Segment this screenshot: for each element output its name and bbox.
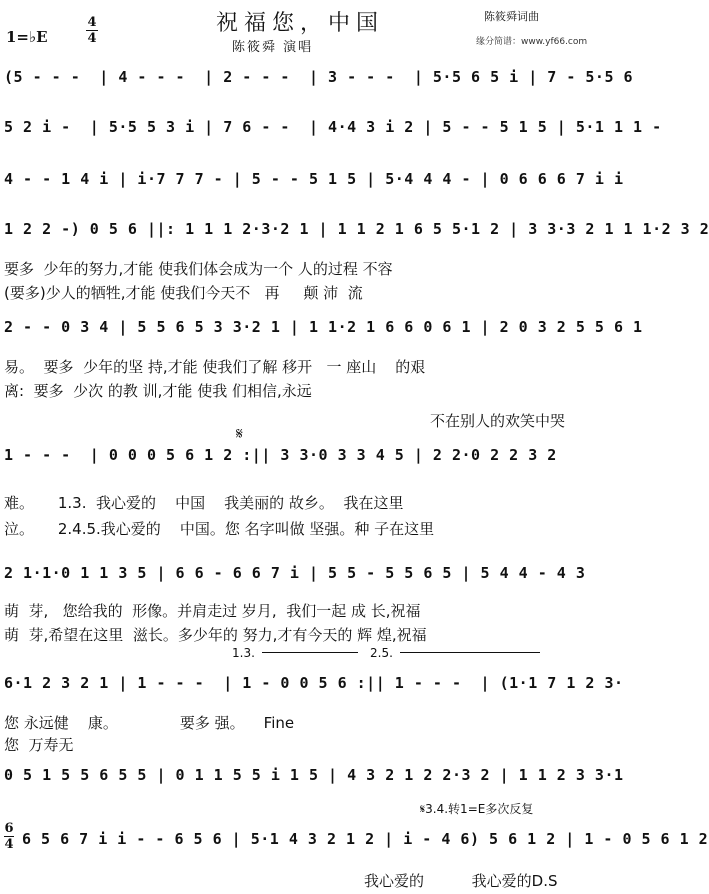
lyric-line: 您 永远健 康。 要多 强。 Fine bbox=[4, 714, 295, 732]
lyric-line: 难。 1.3. 我心爱的 中国 我美丽的 故乡。 我在这里 bbox=[4, 494, 404, 512]
key-signature: 1=♭E bbox=[6, 28, 48, 46]
staff-line-1: (5 - - - | 4 - - - | 2 - - - | 3 - - - | 5·5 6 5 i | 7 - 5·5 6 bbox=[4, 68, 634, 86]
source-credit: 缘分简谱：www.yf66.com bbox=[476, 37, 588, 47]
coda-instruction: 𝄋3.4.转1=E多次反复 bbox=[420, 802, 534, 816]
lyric-line: 离: 要多 少次 的教 训,才能 使我 们相信,永远 bbox=[4, 382, 312, 400]
time-signature bbox=[86, 16, 98, 45]
meter-bottom: 4 bbox=[87, 31, 97, 46]
staff-line-9: 0 5 1 5 5 6 5 5 | 0 1 1 5 5 i 1 5 | 4 3 2 1 2 2·3 2 | 1 1 2 3 3·1 bbox=[4, 766, 624, 784]
staff-line-2: 5 2 i - | 5·5 5 3 i | 7 6 - - | 4·4 3 i 2 | 5 - - 5 1 5 | 5·1 1 1 - bbox=[4, 118, 662, 136]
lyric-line: 泣。 2.4.5.我心爱的 中国。您 名字叫做 坚强。种 子在这里 bbox=[4, 520, 435, 538]
composer-credit: 陈筱舜词曲 bbox=[484, 10, 539, 23]
lyric-line: (要多)少人的牺牲,才能 使我们今天不 再 颠 沛 流 bbox=[4, 284, 363, 302]
staff-line-4: 1 2 2 -) 0 5 6 ||: 1 1 1 2·3·2 1 | 1 1 2 1 6 5 5·1 2 | 3 3·3 2 1 1 1·2 3 2 bbox=[4, 220, 709, 238]
staff-line-7: 2 1·1·0 1 1 3 5 | 6 6 - 6 6 7 i | 5 5 - 5 5 6 5 | 5 4 4 - 4 3 bbox=[4, 564, 586, 582]
staff-line-10: 6 5 6 7 i i - - 6 5 6 | 5·1 4 3 2 1 2 | i - 4 6) 5 6 1 2 | 1 - 0 5 6 1 2 bbox=[22, 830, 709, 848]
segno-icon: 𝄋 bbox=[236, 424, 243, 443]
lyric-line: 萌 芽,希望在这里 滋长。多少年的 努力,才有今天的 辉 煌,祝福 bbox=[4, 626, 427, 644]
staff-line-3: 4 - - 1 4 i | i·7 7 7 - | 5 - - 5 1 5 | 5·4 4 4 - | 0 6 6 6 7 i i bbox=[4, 170, 624, 188]
volta-2: 2.5. bbox=[370, 646, 393, 660]
staff-line-6: 1 - - - | 0 0 0 5 6 1 2 :|| 3 3·0 3 3 4 5 | 2 2·0 2 2 3 2 bbox=[4, 446, 557, 464]
staff-line-8: 6·1 2 3 2 1 | 1 - - - | 1 - 0 0 5 6 :|| 1 - - - | (1·1 7 1 2 3· bbox=[4, 674, 624, 692]
lyric-line: 易。 要多 少年的坚 持,才能 使我们了解 移开 一 座山 的艰 bbox=[4, 358, 426, 376]
lyric-line: 萌 芽, 您给我的 形像。并肩走过 岁月, 我们一起 成 长,祝福 bbox=[4, 602, 421, 620]
meter-top: 4 bbox=[87, 15, 97, 30]
page-title: 祝福您，中国 bbox=[215, 11, 384, 36]
meter-change: 6 4 bbox=[4, 821, 14, 852]
lyric-line: 您 万寿无 bbox=[4, 736, 74, 754]
staff-line-5: 2 - - 0 3 4 | 5 5 6 5 3 3·2 1 | 1 1·2 1 6 6 0 6 1 | 2 0 3 2 5 5 6 1 bbox=[4, 318, 643, 336]
lyric-line: 要多 少年的努力,才能 使我们体会成为一个 人的过程 不容 bbox=[4, 260, 393, 278]
volta-1: 1.3. bbox=[232, 646, 255, 660]
lyric-line: 我心爱的 我心爱的D.S bbox=[364, 872, 558, 890]
lyric-line: 不在别人的欢笑中哭 bbox=[430, 412, 566, 430]
singer-credit: 陈筱舜 演唱 bbox=[232, 40, 314, 55]
